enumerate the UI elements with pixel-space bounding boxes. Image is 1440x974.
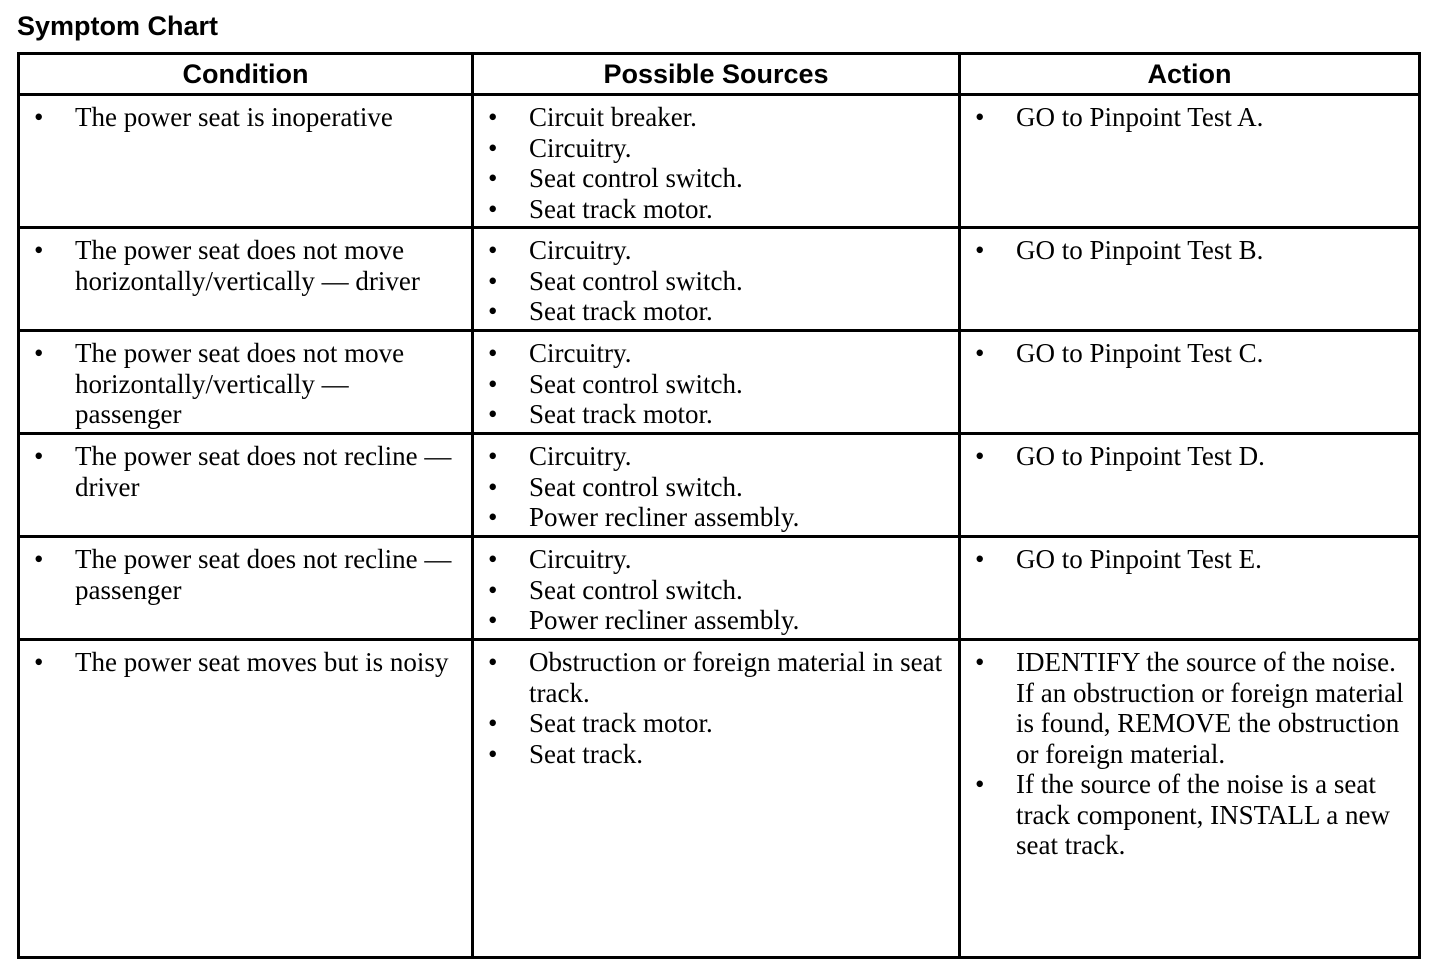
action-cell [960, 331, 1420, 434]
condition-cell [19, 331, 473, 434]
action-item: • IDENTIFY the source of the noise. If an obstruction or foreign material is found, REMOVE the obstruction or foreign material. [961, 647, 1408, 769]
source-item: • Power recliner assembly. [474, 502, 948, 533]
action-cell [960, 537, 1420, 640]
source-item: • Seat control switch. [474, 266, 948, 297]
source-item: • Circuitry. [474, 544, 948, 575]
action-cell [960, 228, 1420, 331]
source-item: • Circuit breaker. [474, 102, 948, 133]
condition-text: • The power seat does not recline — driver [20, 441, 461, 502]
table-row [19, 434, 1420, 537]
sources-cell [473, 95, 960, 228]
source-item: • Circuitry. [474, 441, 948, 472]
source-item: • Seat track motor. [474, 708, 948, 739]
symptom-chart-table [17, 52, 1421, 959]
table-row [19, 331, 1420, 434]
sources-cell [473, 228, 960, 331]
action-item: • GO to Pinpoint Test E. [961, 544, 1408, 575]
sources-cell [473, 537, 960, 640]
page-title: Symptom Chart [17, 11, 219, 41]
action-cell [960, 95, 1420, 228]
table-row [19, 537, 1420, 640]
condition-text: • The power seat moves but is noisy [20, 647, 461, 678]
source-item: • Seat track. [474, 739, 948, 770]
condition-cell [19, 95, 473, 228]
table-row [19, 95, 1420, 228]
source-item: • Circuitry. [474, 235, 948, 266]
sources-cell [473, 331, 960, 434]
condition-text: • The power seat does not recline — passenger [20, 544, 461, 605]
condition-cell [19, 228, 473, 331]
condition-text: • The power seat does not move horizontally/vertically — driver [20, 235, 461, 296]
action-item: • If the source of the noise is a seat track component, INSTALL a new seat track. [961, 769, 1408, 861]
action-cell [960, 640, 1420, 958]
action-item: • GO to Pinpoint Test D. [961, 441, 1408, 472]
sources-cell [473, 434, 960, 537]
source-item: • Circuitry. [474, 338, 948, 369]
condition-cell [19, 537, 473, 640]
condition-text: • The power seat is inoperative [20, 102, 461, 133]
action-item: • GO to Pinpoint Test C. [961, 338, 1408, 369]
header-row [19, 54, 1420, 95]
source-item: • Seat control switch. [474, 369, 948, 400]
action-item: • GO to Pinpoint Test A. [961, 102, 1408, 133]
source-item: • Power recliner assembly. [474, 605, 948, 636]
source-item: • Obstruction or foreign material in seat track. [474, 647, 948, 708]
table-row [19, 228, 1420, 331]
source-item: • Seat control switch. [474, 163, 948, 194]
sources-cell [473, 640, 960, 958]
source-item: • Seat track motor. [474, 194, 948, 225]
action-cell [960, 434, 1420, 537]
header-possible-sources: Possible Sources [473, 54, 960, 95]
condition-text: • The power seat does not move horizontally/vertically — passenger [20, 338, 461, 430]
header-action: Action [960, 54, 1420, 95]
action-item: • GO to Pinpoint Test B. [961, 235, 1408, 266]
header-condition: Condition [19, 54, 473, 95]
source-item: • Circuitry. [474, 133, 948, 164]
source-item: • Seat control switch. [474, 472, 948, 503]
source-item: • Seat control switch. [474, 575, 948, 606]
condition-cell [19, 640, 473, 958]
table-row [19, 640, 1420, 958]
condition-cell [19, 434, 473, 537]
source-item: • Seat track motor. [474, 399, 948, 430]
source-item: • Seat track motor. [474, 296, 948, 327]
